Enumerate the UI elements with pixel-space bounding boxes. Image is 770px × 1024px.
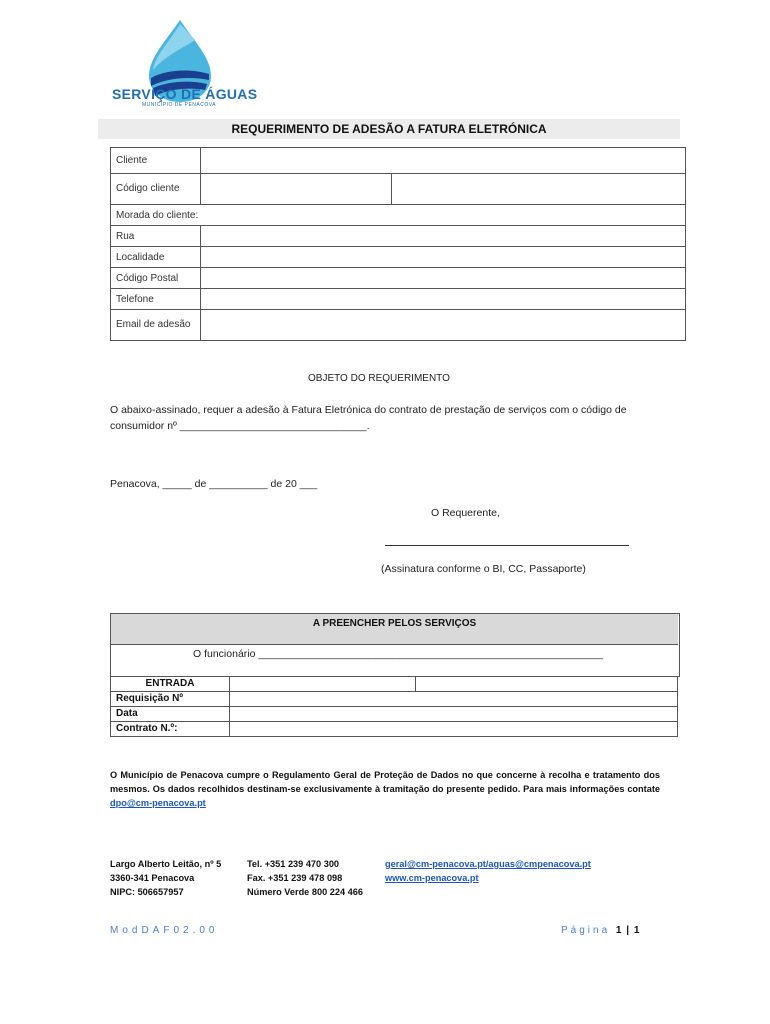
requisicao-field[interactable]	[230, 692, 678, 707]
requerente-label: O Requerente,	[431, 507, 500, 519]
contrato-field[interactable]	[230, 722, 678, 737]
logo-title: SERVIÇO DE ÁGUAS	[112, 86, 258, 102]
logo-subtitle: MUNICÍPIO DE PENACOVA	[142, 102, 217, 108]
entrada-label: ENTRADA	[111, 677, 230, 692]
localidade-label: Localidade	[111, 247, 201, 268]
funcionario-line: O funcionário ___________________________________________________________	[193, 648, 603, 660]
telefone-label: Telefone	[111, 289, 201, 310]
objeto-title: OBJETO DO REQUERIMENTO	[308, 373, 450, 384]
localidade-field[interactable]	[201, 247, 686, 268]
page-number: 1 | 1	[615, 925, 641, 936]
entrada-extra-field[interactable]	[416, 677, 678, 692]
gdpr-notice	[110, 768, 660, 810]
entrada-field[interactable]	[230, 677, 416, 692]
client-form	[110, 147, 686, 341]
data-field[interactable]	[230, 707, 678, 722]
nipc: NIPC: 506657957	[110, 887, 184, 897]
signature-note: (Assinatura conforme o BI, CC, Passaporte)	[381, 563, 586, 575]
telefone-field[interactable]	[201, 289, 686, 310]
emails-link[interactable]: geral@cm-penacova.pt/aguas@cmpenacova.pt	[385, 859, 591, 869]
form-title: REQUERIMENTO DE ADESÃO A FATURA ELETRÓNICA	[98, 119, 680, 139]
codigo-postal-field[interactable]	[201, 268, 686, 289]
entrada-table	[110, 676, 678, 737]
address-line-2: 3360-341 Penacova	[110, 873, 195, 883]
footer-phones	[247, 857, 363, 899]
dpo-email-link[interactable]: dpo@cm-penacova.pt	[110, 798, 206, 808]
cliente-label: Cliente	[111, 148, 201, 174]
contrato-label: Contrato N.º:	[111, 722, 230, 737]
numero-verde: Número Verde 800 224 466	[247, 887, 363, 897]
footer-links	[385, 857, 591, 885]
cliente-field[interactable]	[201, 148, 686, 174]
website-link[interactable]: www.cm-penacova.pt	[385, 873, 479, 883]
codigo-cliente-extra-field[interactable]	[392, 174, 686, 205]
rua-field[interactable]	[201, 226, 686, 247]
morada-label: Morada do cliente:	[111, 205, 686, 226]
signature-line[interactable]	[385, 545, 629, 546]
objeto-text: O abaixo-assinado, requer a adesão à Fatura Eletrónica do contrato de prestação de serviços com o código de consumidor nº ________________________________.	[110, 404, 627, 432]
date-line: Penacova, _____ de __________ de 20 ___	[110, 478, 318, 490]
servicos-title: A PREENCHER PELOS SERVIÇOS	[111, 614, 678, 645]
codigo-cliente-label: Código cliente	[111, 174, 201, 205]
codigo-postal-label: Código Postal	[111, 268, 201, 289]
footer-address	[110, 857, 221, 899]
page-indicator	[561, 925, 640, 936]
telephone: Tel. +351 239 470 300	[247, 859, 340, 869]
page-label: Página	[561, 925, 611, 936]
data-label: Data	[111, 707, 230, 722]
requisicao-label: Requisição Nº	[111, 692, 230, 707]
email-field[interactable]	[201, 310, 686, 341]
fax: Fax. +351 239 478 098	[247, 873, 343, 883]
model-code: ModDAF02.00	[110, 925, 219, 936]
gdpr-text: O Município de Penacova cumpre o Regulamento Geral de Proteção de Dados no que concerne à recolha e tratamento dos mesmos. Os dados recolhidos destinam-se exclusivamente à tramitação do presente pedido. Para mais informações contate	[110, 770, 660, 794]
address-line-1: Largo Alberto Leitão, nº 5	[110, 859, 222, 869]
codigo-cliente-field[interactable]	[201, 174, 392, 205]
email-label: Email de adesão	[111, 310, 201, 341]
rua-label: Rua	[111, 226, 201, 247]
